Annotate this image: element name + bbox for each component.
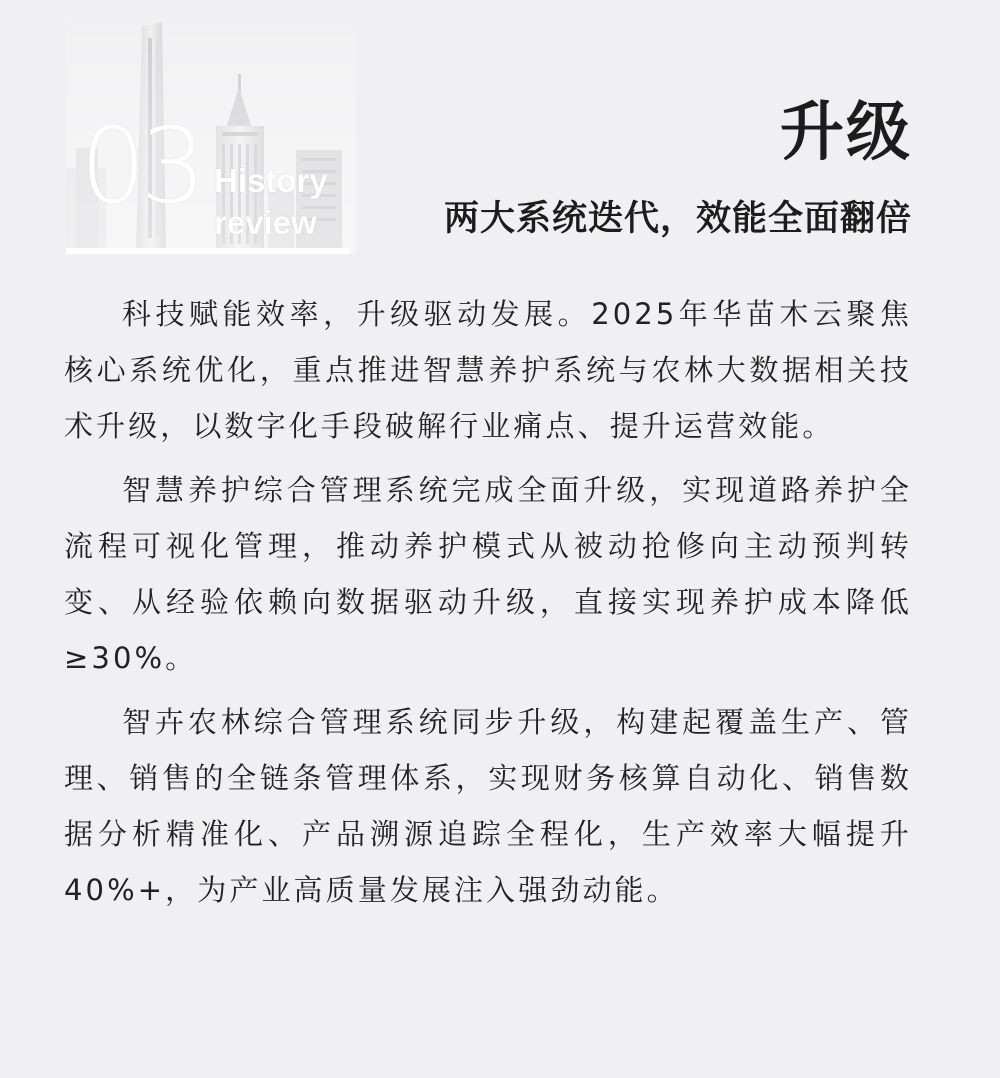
section-number: 03	[80, 105, 201, 227]
section-word-history: History	[214, 162, 328, 199]
paragraph-1: 科技赋能效率，升级驱动发展。2025年华苗木云聚焦核心系统优化，重点推进智慧养护系统与农林大数据相关技术升级，以数字化手段破解行业痛点、提升运营效能。	[64, 297, 912, 443]
paragraph-2: 智慧养护综合管理系统完成全面升级，实现道路养护全流程可视化管理，推动养护模式从被动抢修向主动预判转变、从经验依赖向数据驱动升级，直接实现养护成本降低≥30%。	[64, 473, 912, 675]
paragraph-3: 智卉农林综合管理系统同步升级，构建起覆盖生产、管理、销售的全链条管理体系，实现财务核算自动化、销售数据分析精准化、产品溯源追踪全程化，生产效率大幅提升40%+，为产业高质量发展注入强劲动能。	[64, 705, 912, 907]
section-word-review: review	[214, 204, 317, 241]
article-body	[64, 286, 912, 926]
page-subtitle: 两大系统迭代，效能全面翻倍	[443, 199, 912, 239]
header-underline	[66, 248, 350, 254]
page-title: 升级	[780, 96, 912, 170]
